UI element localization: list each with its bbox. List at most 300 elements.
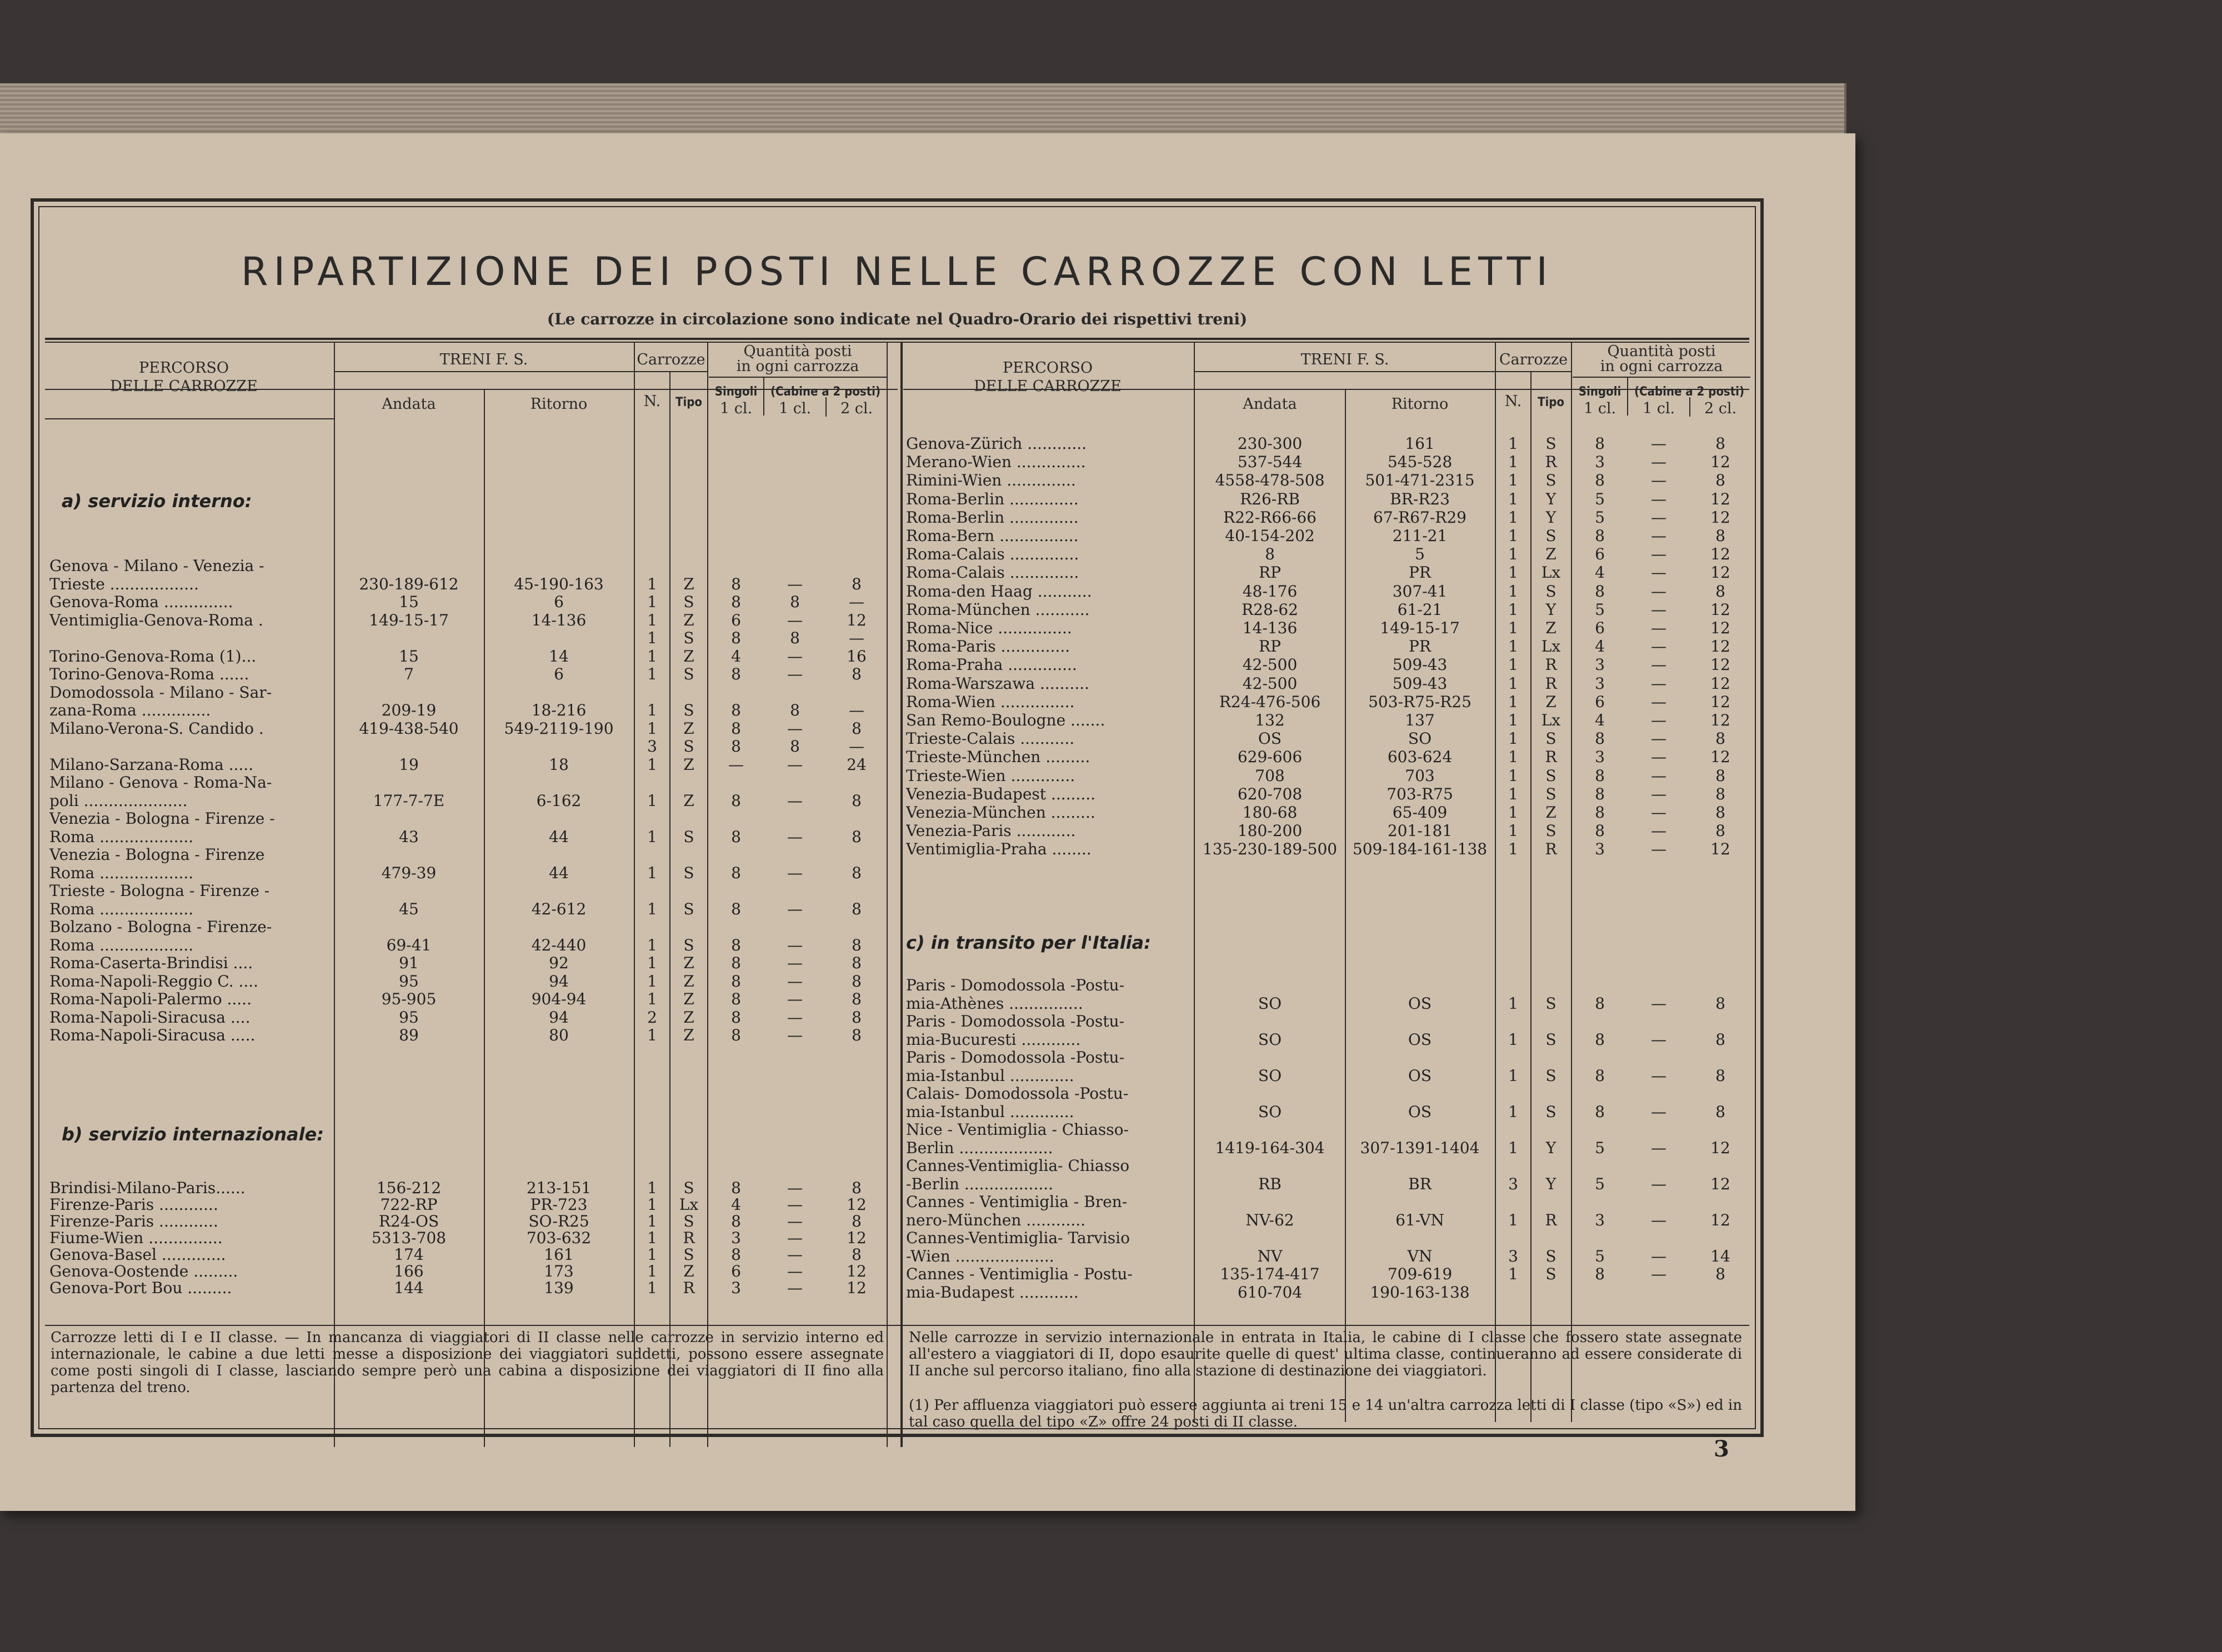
footer-rule: [45, 1325, 1749, 1326]
cell-andata: 174: [394, 1245, 424, 1264]
cell-tipo: S: [1545, 471, 1557, 490]
cell-cab1: —: [1651, 1210, 1666, 1229]
vline-8: [887, 342, 888, 1447]
cell-singoli: 8: [1595, 994, 1605, 1013]
cell-cab2: 8: [1715, 434, 1725, 453]
cell-cab2: 12: [1710, 563, 1730, 582]
cell-andata: 177-7-7E: [373, 791, 445, 810]
cell-singoli: 8: [731, 737, 741, 755]
cell-ritorno: 61-21: [1397, 600, 1443, 619]
cell-cab1: —: [787, 899, 803, 918]
cell-andata: 135-230-189-500: [1202, 840, 1338, 859]
cell-ritorno: 703-R75: [1387, 784, 1453, 803]
cell-andata: RP: [1259, 637, 1281, 656]
cell-tipo: Z: [1545, 692, 1557, 711]
cell-singoli: 8: [1595, 1102, 1605, 1121]
cell-cab1: —: [1651, 711, 1666, 729]
cell-andata: 610-704: [1237, 1283, 1303, 1301]
cell-route: Roma ...................: [49, 864, 194, 882]
cell-cab1: —: [1651, 766, 1666, 785]
cell-singoli: 8: [731, 827, 741, 846]
cell-ritorno: OS: [1408, 1066, 1432, 1085]
cell-route: Genova-Basel .............: [49, 1246, 226, 1264]
cell-tipo: Z: [683, 719, 694, 738]
cell-tipo: Z: [683, 1008, 694, 1027]
cell-n: 1: [647, 827, 657, 846]
cell-route: Roma-Warszawa ..........: [906, 674, 1089, 693]
cell-ritorno: OS: [1408, 994, 1432, 1013]
cell-n: 1: [1508, 803, 1518, 822]
cell-route: Roma-Praha ..............: [906, 656, 1077, 674]
cell-tipo: Z: [683, 574, 694, 593]
cell-n: 1: [647, 593, 657, 611]
cell-route: nero-München ............: [906, 1211, 1086, 1229]
header-ritorno-right: Ritorno: [1391, 396, 1449, 413]
cell-ritorno: 149-15-17: [1380, 619, 1460, 637]
cell-singoli: 4: [731, 647, 741, 665]
header-singoli-left: Singoli: [714, 385, 758, 399]
cell-tipo: R: [1545, 840, 1557, 859]
cell-ritorno: 65-409: [1392, 803, 1448, 822]
cell-cab1: —: [1651, 527, 1666, 545]
cell-ritorno: 18: [549, 755, 569, 774]
cell-ritorno: 14: [549, 647, 569, 665]
cell-singoli: 3: [1595, 748, 1605, 767]
cell-n: 1: [1508, 766, 1518, 785]
cell-cab1: —: [1651, 994, 1666, 1013]
cell-ritorno: 549-2119-190: [504, 719, 614, 738]
cell-singoli: 5: [1595, 1246, 1605, 1265]
cell-cab1: —: [1651, 1030, 1666, 1049]
cell-andata: 5313-708: [371, 1229, 447, 1247]
cell-n: 1: [647, 791, 657, 810]
cell-tipo: Z: [683, 610, 694, 629]
cell-cab2: 8: [1715, 766, 1725, 785]
cell-cab1: —: [787, 972, 803, 990]
cell-n: 1: [1508, 637, 1518, 656]
cell-ritorno: 703: [1405, 766, 1435, 785]
vline-15: [1689, 397, 1690, 417]
cell-andata: 132: [1255, 711, 1285, 729]
cell-tipo: S: [683, 629, 694, 647]
cell-tipo: Y: [1545, 600, 1557, 619]
cell-cab1: —: [1651, 582, 1666, 600]
cell-ritorno: 14-136: [531, 610, 587, 629]
cell-cab2: 8: [852, 1179, 862, 1197]
header-1cl-cabine-left: 1 cl.: [778, 400, 812, 417]
cell-cab1: —: [1651, 692, 1666, 711]
rule-quantita-left: [709, 377, 887, 378]
cell-cab1: —: [787, 1179, 803, 1197]
cell-singoli: 6: [731, 610, 741, 629]
cell-andata: 4558-478-508: [1215, 471, 1325, 490]
cell-cab2: 12: [847, 1195, 867, 1214]
cell-route: Roma-Napoli-Siracusa ....: [49, 1008, 251, 1027]
header-delle-carrozze-left: DELLE CARROZZE: [110, 378, 258, 395]
cell-n: 1: [647, 1262, 657, 1280]
cell-ritorno: PR: [1409, 637, 1431, 656]
cell-n: 1: [1508, 527, 1518, 545]
rule-carrozze-left: [635, 371, 707, 372]
cell-tipo: Y: [1545, 489, 1557, 508]
cell-route: Trieste ..................: [49, 575, 199, 593]
cell-route: zana-Roma ..............: [49, 702, 211, 719]
cell-route: mia-Istanbul .............: [906, 1067, 1074, 1085]
cell-andata: 45: [399, 899, 419, 918]
cell-singoli: 3: [731, 1229, 741, 1247]
cell-singoli: 8: [731, 935, 741, 954]
cell-cab1: 8: [790, 629, 800, 647]
cell-cab2: 8: [852, 1245, 862, 1264]
cell-cab2: 8: [1715, 1066, 1725, 1085]
cell-cab1: —: [1651, 1174, 1666, 1193]
cell-cab1: —: [1651, 1138, 1666, 1157]
header-1cl-singoli-left: 1 cl.: [719, 400, 753, 417]
cell-route: Genova - Milano - Venezia -: [49, 557, 264, 575]
cell-route: Roma-Nice ...............: [906, 619, 1072, 637]
cell-ritorno: 137: [1405, 711, 1435, 729]
cell-cab2: 12: [1710, 692, 1730, 711]
cell-cab1: —: [787, 935, 803, 954]
cell-singoli: 5: [1595, 1174, 1605, 1193]
cell-singoli: 8: [731, 629, 741, 647]
cell-n: 1: [1508, 582, 1518, 600]
cell-singoli: 8: [731, 665, 741, 683]
cell-n: 1: [647, 719, 657, 738]
cell-andata: 180-68: [1242, 803, 1298, 822]
cell-singoli: 6: [1595, 545, 1605, 564]
cell-route: Cannes-Ventimiglia- Tarvisio: [906, 1229, 1130, 1247]
cell-route: mia-Athènes ...............: [906, 994, 1083, 1013]
cell-singoli: 8: [731, 1026, 741, 1044]
cell-cab1: —: [787, 665, 803, 683]
cell-route: Roma ...................: [49, 936, 194, 954]
cell-andata: 43: [399, 827, 419, 846]
cell-tipo: Z: [683, 647, 694, 665]
cell-tipo: Z: [1545, 545, 1557, 564]
book-page-edges: [0, 83, 1846, 139]
cell-route: Roma-Berlin ..............: [906, 490, 1079, 508]
cell-ritorno: 44: [549, 863, 569, 882]
cell-n: 1: [1508, 655, 1518, 674]
cell-route: Roma-München ...........: [906, 600, 1090, 619]
cell-route: poli .....................: [49, 792, 188, 810]
cell-singoli: 6: [1595, 619, 1605, 637]
cell-tipo: Z: [683, 972, 694, 990]
cell-ritorno: 307-41: [1392, 582, 1448, 600]
note-right-1: Nelle carrozze in servizio internazionale in entrata in Italia, le cabine di I classe che fossero state assegnate all'estero a viaggiatori di II, dopo esaurite quelle di quest' ultima classe, continueranno ad essere considerate di II anche sul percorso italiano, fino alla stazione di destinazione dei viaggiatori.: [909, 1329, 1742, 1379]
cell-route: Roma-Napoli-Palermo .....: [49, 990, 252, 1008]
cell-n: 1: [647, 899, 657, 918]
cell-singoli: 4: [1595, 711, 1605, 729]
cell-andata: 156-212: [376, 1179, 442, 1197]
cell-andata: R24-OS: [378, 1212, 439, 1230]
cell-singoli: 4: [1595, 563, 1605, 582]
cell-tipo: S: [683, 665, 694, 683]
cell-cab1: —: [1651, 471, 1666, 490]
cell-cab1: —: [1651, 453, 1666, 472]
cell-tipo: S: [683, 1212, 694, 1230]
cell-route: Genova-Roma ..............: [49, 593, 233, 611]
cell-route: Roma-Calais ..............: [906, 564, 1079, 582]
cell-singoli: 8: [1595, 822, 1605, 840]
cell-andata: 135-174-417: [1220, 1265, 1320, 1283]
cell-andata: 42-500: [1242, 674, 1298, 693]
cell-cab1: —: [1651, 784, 1666, 803]
section-a-heading: a) servizio interno:: [62, 490, 252, 512]
cell-route: Genova-Port Bou .........: [49, 1279, 232, 1297]
cell-tipo: Z: [683, 1026, 694, 1044]
cell-cab2: 12: [1710, 1138, 1730, 1157]
cell-route: Cannes-Ventimiglia- Chiasso: [906, 1157, 1130, 1175]
cell-tipo: S: [683, 935, 694, 954]
cell-singoli: 8: [731, 1212, 741, 1230]
section-b-heading: b) servizio internazionale:: [62, 1124, 324, 1145]
cell-andata: 14-136: [1242, 619, 1298, 637]
cell-route: Ventimiglia-Praha ........: [906, 840, 1092, 859]
cell-cab1: —: [787, 1008, 803, 1027]
cell-cab2: 8: [1715, 527, 1725, 545]
cell-tipo: Lx: [1541, 563, 1561, 582]
cell-cab2: 12: [1710, 637, 1730, 656]
cell-route: Brindisi-Milano-Paris......: [49, 1179, 246, 1197]
cell-andata: 95: [399, 972, 419, 990]
cell-n: 1: [1508, 994, 1518, 1013]
cell-n: 1: [1508, 692, 1518, 711]
note-right-2: (1) Per affluenza viaggiatori può essere aggiunta ai treni 15 e 14 un'altra carrozza letti di I classe (tipo «S») ed in tal caso quella del tipo «Z» offre 24 posti di II classe.: [909, 1397, 1742, 1430]
cell-n: 1: [647, 647, 657, 665]
cell-andata: 15: [399, 593, 419, 611]
cell-cab1: 8: [790, 701, 800, 719]
cell-cab1: —: [1651, 1265, 1666, 1283]
header-in-ogni-right: in ogni carrozza: [1600, 358, 1723, 375]
cell-cab2: —: [849, 629, 864, 647]
header-cabine-left: (Cabine a 2 posti): [770, 385, 880, 399]
header-tipo-left: Tipo: [675, 396, 703, 409]
cell-cab1: —: [787, 574, 803, 593]
header-cabine-right: (Cabine a 2 posti): [1634, 385, 1744, 399]
cell-cab1: —: [787, 1195, 803, 1214]
cell-cab2: 8: [1715, 784, 1725, 803]
cell-tipo: S: [683, 1245, 694, 1264]
cell-cab1: —: [787, 719, 803, 738]
cell-andata: 19: [399, 755, 419, 774]
vline-center: [900, 342, 903, 1447]
cell-cab1: —: [1651, 1102, 1666, 1121]
cell-route: Venezia - Bologna - Firenze -: [49, 810, 275, 828]
cell-singoli: 3: [1595, 1210, 1605, 1229]
cell-singoli: 4: [1595, 637, 1605, 656]
cell-cab2: 8: [1715, 1102, 1725, 1121]
cell-cab1: —: [1651, 1246, 1666, 1265]
cell-singoli: 8: [1595, 434, 1605, 453]
cell-andata: 40-154-202: [1225, 527, 1315, 545]
cell-n: 1: [1508, 711, 1518, 729]
cell-n: 1: [647, 701, 657, 719]
cell-cab1: —: [787, 1262, 803, 1280]
cell-route: Merano-Wien ..............: [906, 453, 1086, 472]
cell-cab2: 12: [1710, 1174, 1730, 1193]
header-top-rule: [45, 338, 1749, 340]
vline-14: [1627, 377, 1628, 415]
cell-cab2: 8: [852, 791, 862, 810]
cell-cab2: 12: [1710, 545, 1730, 564]
cell-route: Rimini-Wien ..............: [906, 472, 1076, 490]
cell-singoli: 3: [1595, 655, 1605, 674]
cell-n: 1: [1508, 508, 1518, 527]
cell-route: Domodossola - Milano - Sar-: [49, 683, 272, 702]
cell-route: Roma ...................: [49, 900, 194, 918]
cell-n: 2: [647, 1008, 657, 1027]
header-percorso-left: PERCORSO: [139, 359, 229, 377]
cell-tipo: S: [1545, 766, 1557, 785]
rule-treni-right: [1195, 371, 1495, 372]
cell-andata: 537-544: [1237, 453, 1303, 472]
cell-cab1: —: [787, 1245, 803, 1264]
cell-n: 1: [1508, 600, 1518, 619]
header-n-right: N.: [1504, 393, 1522, 410]
cell-n: 1: [1508, 822, 1518, 840]
cell-route: Roma-Napoli-Reggio C. ....: [49, 972, 259, 990]
cell-route: Nice - Ventimiglia - Chiasso-: [906, 1121, 1129, 1139]
rule-treni-left: [334, 371, 634, 372]
cell-tipo: S: [1545, 1066, 1557, 1085]
cell-cab1: —: [787, 827, 803, 846]
cell-singoli: 5: [1595, 1138, 1605, 1157]
cell-andata: SO: [1258, 1066, 1282, 1085]
cell-cab2: 8: [852, 972, 862, 990]
cell-route: Berlin ...................: [906, 1139, 1053, 1157]
cell-cab1: 8: [790, 737, 800, 755]
cell-n: 1: [647, 1179, 657, 1197]
cell-cab2: 12: [1710, 1210, 1730, 1229]
header-andata-right: Andata: [1243, 396, 1297, 413]
cell-andata: 1419-164-304: [1215, 1138, 1325, 1157]
cell-n: 1: [1508, 1210, 1518, 1229]
cell-andata: 629-606: [1237, 748, 1303, 767]
cell-singoli: 8: [731, 791, 741, 810]
cell-andata: 722-RP: [380, 1195, 438, 1214]
cell-route: Cannes - Ventimiglia - Bren-: [906, 1193, 1128, 1211]
cell-route: Bolzano - Bologna - Firenze-: [49, 918, 272, 936]
cell-ritorno: SO-R25: [528, 1212, 589, 1230]
header-in-ogni-left: in ogni carrozza: [736, 358, 859, 375]
cell-route: Paris - Domodossola -Postu-: [906, 1013, 1125, 1030]
cell-cab2: 8: [852, 863, 862, 882]
cell-tipo: Lx: [1541, 711, 1561, 729]
rule-quantita-right: [1573, 377, 1750, 378]
cell-tipo: S: [1545, 729, 1557, 748]
cell-cab1: —: [1651, 489, 1666, 508]
cell-andata: 419-438-540: [359, 719, 459, 738]
cell-n: 1: [1508, 563, 1518, 582]
cell-cab2: 8: [852, 1026, 862, 1044]
cell-cab1: —: [787, 863, 803, 882]
cell-cab1: —: [787, 954, 803, 972]
cell-cab1: —: [1651, 600, 1666, 619]
cell-cab2: —: [849, 701, 864, 719]
cell-route: Genova-Zürich ............: [906, 435, 1087, 453]
cell-ritorno: 307-1391-1404: [1360, 1138, 1480, 1157]
cell-singoli: 8: [731, 574, 741, 593]
cell-route: Trieste-München .........: [906, 748, 1090, 767]
cell-n: 1: [647, 990, 657, 1008]
cell-tipo: S: [1545, 1030, 1557, 1049]
cell-tipo: S: [1545, 822, 1557, 840]
cell-cab1: —: [787, 791, 803, 810]
cell-n: 1: [647, 1279, 657, 1297]
cell-singoli: 8: [731, 863, 741, 882]
header-quantita-right: Quantità posti: [1607, 343, 1716, 360]
cell-cab2: 8: [1715, 803, 1725, 822]
cell-tipo: Lx: [1541, 637, 1561, 656]
cell-ritorno: 139: [544, 1279, 574, 1297]
cell-ritorno: 94: [549, 972, 569, 990]
cell-ritorno: 5: [1415, 545, 1425, 564]
cell-route: Fiume-Wien ...............: [49, 1229, 223, 1247]
cell-tipo: S: [683, 827, 694, 846]
cell-cab2: 12: [1710, 655, 1730, 674]
cell-cab2: 8: [1715, 1030, 1725, 1049]
cell-cab1: —: [787, 990, 803, 1008]
cell-cab1: —: [1651, 434, 1666, 453]
cell-cab2: 12: [1710, 748, 1730, 767]
cell-cab2: 12: [847, 1229, 867, 1247]
cell-cab1: —: [1651, 748, 1666, 767]
cell-route: mia-Budapest ............: [906, 1283, 1079, 1301]
rule-carrozze-right: [1496, 371, 1571, 372]
cell-cab1: —: [787, 1026, 803, 1044]
cell-route: -Wien ....................: [906, 1247, 1054, 1265]
cell-cab2: 8: [1715, 729, 1725, 748]
cell-tipo: Z: [683, 755, 694, 774]
cell-route: Milano - Genova - Roma-Na-: [49, 774, 272, 792]
cell-n: 1: [1508, 1138, 1518, 1157]
cell-cab2: 12: [1710, 453, 1730, 472]
cell-andata: 7: [404, 665, 414, 683]
cell-ritorno: 190-163-138: [1370, 1283, 1470, 1301]
cell-route: Torino-Genova-Roma ......: [49, 665, 249, 683]
cell-singoli: 8: [1595, 1265, 1605, 1283]
cell-singoli: 8: [1595, 471, 1605, 490]
cell-route: Genova-Oostende .........: [49, 1263, 238, 1280]
header-percorso-right: PERCORSO: [1003, 359, 1093, 377]
cell-n: 1: [1508, 619, 1518, 637]
cell-cab2: 12: [1710, 840, 1730, 859]
cell-andata: 230-189-612: [359, 574, 459, 593]
cell-cab1: —: [1651, 729, 1666, 748]
cell-cab2: 8: [852, 1212, 862, 1230]
cell-cab1: —: [1651, 545, 1666, 564]
cell-n: 1: [647, 1212, 657, 1230]
cell-cab2: 8: [1715, 1265, 1725, 1283]
cell-ritorno: 61-VN: [1395, 1210, 1444, 1229]
cell-n: 1: [1508, 1066, 1518, 1085]
cell-cab2: 12: [1710, 600, 1730, 619]
cell-ritorno: 509-184-161-138: [1352, 840, 1488, 859]
note-left: Carrozze letti di I e II classe. — In mancanza di viaggiatori di II classe nelle carrozze in servizio interno ed internazionale, le cabine a due letti messe a disposizione dei viaggiatori suddetti, possono essere assegnate come posti singoli di I classe, lasciando sempre però una cabina a disposizione dei viaggiatori di II fino alla partenza del treno.: [51, 1329, 884, 1396]
cell-n: 1: [647, 935, 657, 954]
cell-singoli: 8: [1595, 1030, 1605, 1049]
cell-tipo: R: [1545, 748, 1557, 767]
cell-singoli: —: [728, 755, 744, 774]
cell-cab2: 12: [1710, 508, 1730, 527]
cell-ritorno: BR: [1408, 1174, 1432, 1193]
cell-andata: R24-476-506: [1219, 692, 1321, 711]
cell-ritorno: 44: [549, 827, 569, 846]
cell-ritorno: 603-624: [1387, 748, 1453, 767]
cell-cab2: 8: [1715, 471, 1725, 490]
